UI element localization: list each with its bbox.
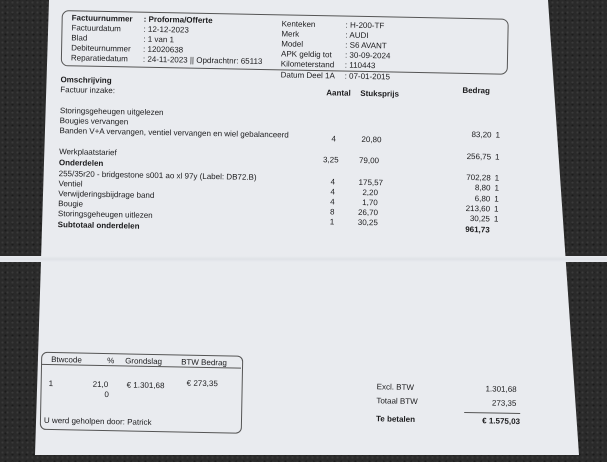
onderdeel-btw: 1 [494,204,499,214]
werkplaats-bedrag: 256,75 [466,151,492,162]
btw-pct-2: 0 [104,390,110,400]
excl-btw-label: Excl. BTW [376,382,415,392]
blad-label: Blad [71,33,88,43]
btw-h-code: Btwcode [51,355,82,365]
banden-aantal: 4 [331,134,336,144]
intro-banden: Banden V+A vervangen, ventiel vervangen en wiel gebalanceerd [59,126,289,140]
btw-bedrag: € 273,35 [186,378,218,389]
reparatie-value: : 24-11-2023 || Opdrachtnr: 65113 [142,54,263,67]
geholpen-door: U werd geholpen door: Patrick [43,415,152,427]
onderdeel-aantal: 4 [330,197,335,207]
onderdeel-desc: Ventiel [58,179,83,189]
onderdeel-bedrag: 6,80 [474,194,491,204]
onderdeel-btw: 1 [494,194,499,204]
btw-h-grondslag: Grondslag [125,356,163,367]
col-omschrijving: Omschrijving [60,75,112,86]
totaal-btw-value: 273,35 [491,398,517,408]
banden-bedrag: 83,20 [471,130,492,140]
onderdeel-prijs: 30,25 [357,217,378,228]
onderdeel-prijs: 175,57 [358,177,384,188]
excl-btw-value: 1.301,68 [485,384,517,394]
onderdeel-prijs: 1,70 [362,197,378,208]
onderdeel-aantal: 4 [330,177,336,187]
onderdeel-btw: 1 [494,173,500,183]
werkplaats-btw: 1 [495,152,500,162]
onderdeel-aantal: 4 [330,187,335,197]
werkplaats-label: Werkplaatstarief [59,147,117,158]
btw-h-pct: % [107,356,115,366]
onderdeel-bedrag: 702,28 [466,172,491,183]
kenteken-label: Kenteken [281,19,316,30]
factuurdatum-label: Factuurdatum [71,23,121,34]
merk-label: Merk [281,29,300,39]
onderdeel-desc: 255/35r20 - bridgestone s001 ao xl 97y (Label: DB72.B) [58,169,257,182]
btw-grondslag: € 1.301,68 [126,380,165,391]
banden-prijs: 20,80 [361,134,382,145]
btw-pct: 21,0 [92,379,109,390]
onderdeel-prijs: 26,70 [357,207,379,218]
kenteken-value: : H-200-TF [345,20,385,31]
btw-h-bedrag: BTW Bedrag [181,357,227,368]
reparatie-label: Reparatiedatum [70,53,128,64]
datum-deel-label: Datum Deel 1A [280,70,335,81]
onderdeel-prijs: 2,20 [362,187,379,198]
intro-bougies: Bougies vervangen [59,116,129,127]
onderdeel-bedrag: 8,80 [474,183,491,193]
blad-value: : 1 van 1 [143,34,175,45]
datum-deel-value: : 07-01-2015 [344,71,391,82]
onderdeel-btw: 1 [493,214,499,224]
onderdeel-aantal: 8 [329,207,335,217]
totaal-btw-label: Totaal BTW [376,396,418,407]
btw-code: 1 [48,378,54,389]
factuurnummer-value: : Proforma/Offerte [143,14,213,26]
model-label: Model [281,39,304,49]
onderdeel-desc: Verwijderingsbijdrage band [58,189,155,200]
onderdeel-btw: 1 [494,183,500,193]
subtotaal-value: 961,73 [465,224,490,235]
factuurdatum-value: : 12-12-2023 [143,24,189,35]
werkplaats-aantal: 3,25 [322,155,339,165]
onderdeel-desc: Bougie [58,199,84,209]
werkplaats-prijs: 79,00 [358,155,380,166]
apk-value: : 30-09-2024 [344,50,391,61]
onderdeel-desc: Storingsgeheugen uitlezen [57,209,153,220]
onderdeel-bedrag: 30,25 [469,214,491,224]
onderdeel-bedrag: 213,60 [465,203,491,214]
km-value: : 110443 [344,60,376,71]
onderdeel-aantal: 1 [329,217,335,227]
col-aantal: Aantal [326,88,351,98]
col-stuksprijs: Stuksprijs [360,88,400,99]
intro-storing: Storingsgeheugen uitgelezen [59,106,164,118]
km-label: Kilometerstand [280,59,335,70]
merk-value: : AUDI [345,30,369,41]
apk-label: APK geldig tot [280,49,332,60]
debiteur-label: Debiteurnummer [71,43,131,54]
onderdelen-title: Onderdelen [58,158,104,168]
te-betalen-label: Te betalen [375,414,416,425]
factuurnummer-label: Factuurnummer [71,13,133,24]
te-betalen-value: € 1.575,03 [482,416,521,427]
factuur-inzake: Factuur inzake: [60,85,116,96]
debiteur-value: : 12020638 [143,44,184,55]
subtotaal-label: Subtotaal onderdelen [57,220,140,231]
totals-rule [464,412,520,414]
model-value: : S6 AVANT [345,40,387,51]
banden-btw: 1 [495,130,501,140]
invoice-document [45,2,584,462]
col-bedrag: Bedrag [462,85,491,96]
